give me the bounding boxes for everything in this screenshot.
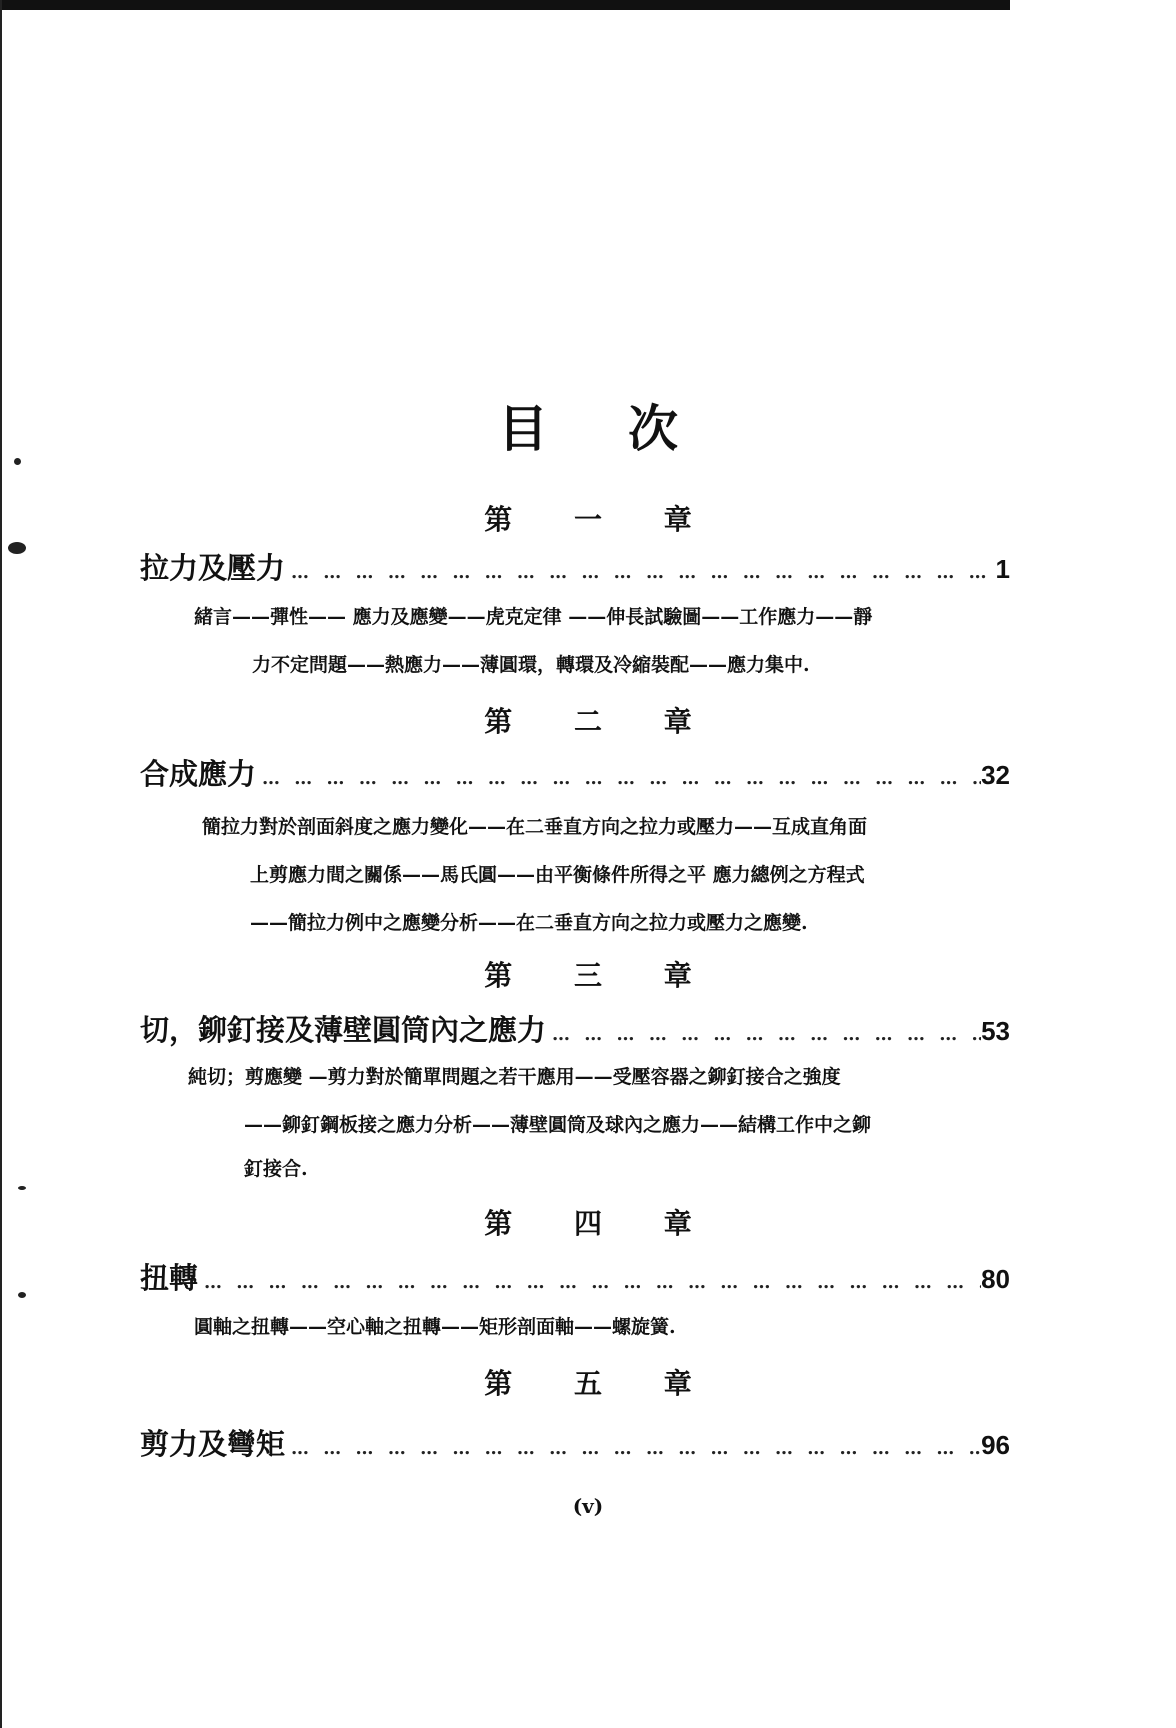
leader-dots	[198, 1274, 981, 1292]
chapter-subtopics: 圓軸之扭轉——空心軸之扭轉——矩形剖面軸——螺旋簧.	[194, 1316, 676, 1338]
toc-entry-title: 剪力及彎矩	[140, 1427, 286, 1461]
leader-dots	[546, 1026, 981, 1044]
toc-entry[interactable]	[140, 1013, 1010, 1047]
chapter-subtopics: 簡拉力對於剖面斜度之應力變化——在二垂直方向之拉力或壓力——互成直角面	[202, 816, 868, 838]
scan-speck	[18, 1292, 26, 1298]
toc-entry[interactable]	[140, 1427, 1010, 1461]
page-title: 目次	[498, 399, 758, 458]
leader-dots	[285, 564, 996, 582]
chapter-subtopics: ——鉚釘鋼板接之應力分析——薄壁圓筒及球內之應力——結構工作中之鉚	[244, 1114, 872, 1136]
chapter-subtopics: 緒言——彈性—— 應力及應變——虎克定律 ——伸長試驗圖——工作應力——靜	[194, 606, 873, 628]
toc-entry-title: 拉力及壓力	[140, 551, 286, 585]
chapter-heading: 第 四 章	[484, 1207, 718, 1240]
scan-speck	[14, 458, 21, 465]
toc-page-number: 53	[981, 1016, 1010, 1046]
leader-dots	[256, 770, 981, 788]
toc-page-number: 1	[995, 554, 1010, 584]
toc-page-number: 80	[981, 1264, 1010, 1294]
chapter-subtopics: 純切；剪應變 —剪力對於簡單問題之若干應用——受壓容器之鉚釘接合之強度	[188, 1066, 841, 1088]
toc-entry[interactable]	[140, 551, 1010, 585]
page-footer-number: (v)	[572, 1494, 604, 1518]
chapter-heading: 第 一 章	[484, 503, 718, 536]
toc-page-number: 96	[981, 1430, 1010, 1460]
toc-entry-title: 切，鉚釘接及薄壁圓筒內之應力	[140, 1013, 547, 1047]
toc-entry[interactable]	[140, 757, 1010, 791]
chapter-subtopics: 力不定問題——熱應力——薄圓環，轉環及冷縮裝配——應力集中.	[252, 654, 810, 676]
chapter-heading: 第 五 章	[484, 1367, 718, 1400]
chapter-subtopics: ——簡拉力例中之應變分析——在二垂直方向之拉力或壓力之應變.	[250, 912, 808, 934]
chapter-heading: 第 二 章	[484, 705, 718, 738]
leader-dots	[285, 1440, 981, 1458]
chapter-subtopics: 釘接合.	[244, 1158, 308, 1180]
toc-entry-title: 合成應力	[140, 757, 257, 791]
toc-page-number: 32	[981, 760, 1010, 790]
toc-entry-title: 扭轉	[140, 1261, 199, 1295]
chapter-heading: 第 三 章	[484, 959, 718, 992]
chapter-subtopics: 上剪應力間之關係——馬氏圓——由平衡條件所得之平 應力總例之方程式	[250, 864, 865, 886]
scan-speck	[8, 542, 26, 554]
toc-entry[interactable]	[140, 1261, 1010, 1295]
scan-left-edge	[0, 0, 2, 1728]
scan-top-edge	[0, 0, 1010, 10]
scan-speck	[18, 1186, 26, 1190]
